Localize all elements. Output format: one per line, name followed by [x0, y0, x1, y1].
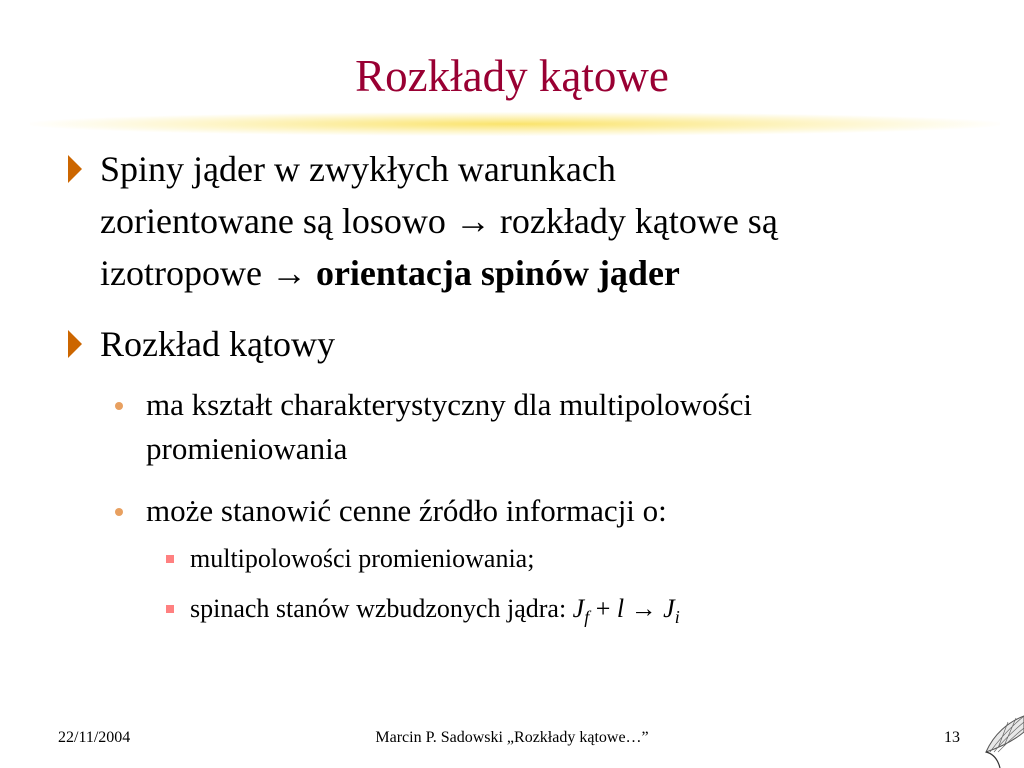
footer-author: Marcin P. Sadowski „Rozkłady kątowe…”	[375, 729, 649, 746]
formula-j: J	[572, 594, 585, 623]
subsubbullet-2	[190, 591, 950, 635]
bullet-1-emphasis: orientacja spinów jąder	[315, 253, 680, 293]
bullet-dot-icon	[115, 402, 123, 410]
bullet-1-line-2: zorientowane są losowo → rozkłady kątowe są	[100, 201, 778, 241]
footer-date: 22/11/2004	[58, 729, 131, 746]
footer-page-number: 13	[944, 729, 960, 746]
subsubbullet-1: multipolowości promieniowania;	[190, 544, 535, 573]
bullet-1-line-3	[100, 247, 980, 299]
bullet-dot-icon	[115, 508, 123, 516]
bullet-1	[100, 143, 980, 299]
subbullet-1	[146, 383, 966, 471]
bullet-2: Rozkład kątowy	[100, 324, 335, 364]
bullet-square-icon	[166, 555, 174, 563]
formula-sub-i: i	[674, 607, 680, 627]
subbullet-1-line-2: promieniowania	[146, 431, 348, 466]
page-curl-icon	[968, 712, 1024, 768]
bullet-arrow-icon	[68, 155, 82, 183]
formula	[572, 594, 680, 627]
bullet-1-line-3-prefix: izotropowe →	[100, 253, 316, 293]
bullet-square-icon	[166, 605, 174, 613]
subsubbullet-2-prefix: spinach stanów wzbudzonych jądra:	[190, 594, 573, 623]
bullet-1-line-1: Spiny jąder w zwykłych warunkach	[100, 149, 616, 189]
formula-l: l	[616, 594, 625, 623]
formula-plus: +	[589, 594, 617, 623]
slide-title: Rozkłady kątowe	[355, 51, 669, 101]
formula-j2: J	[663, 594, 675, 623]
subbullet-2: może stanowić cenne źródło informacji o:	[146, 493, 667, 528]
formula-sub-f: f	[584, 607, 590, 627]
title-underline-decoration	[30, 112, 1000, 136]
bullet-arrow-icon	[68, 330, 82, 358]
subbullet-1-line-1: ma kształt charakterystyczny dla multipolowości	[146, 387, 753, 422]
formula-arrow: →	[624, 594, 664, 623]
